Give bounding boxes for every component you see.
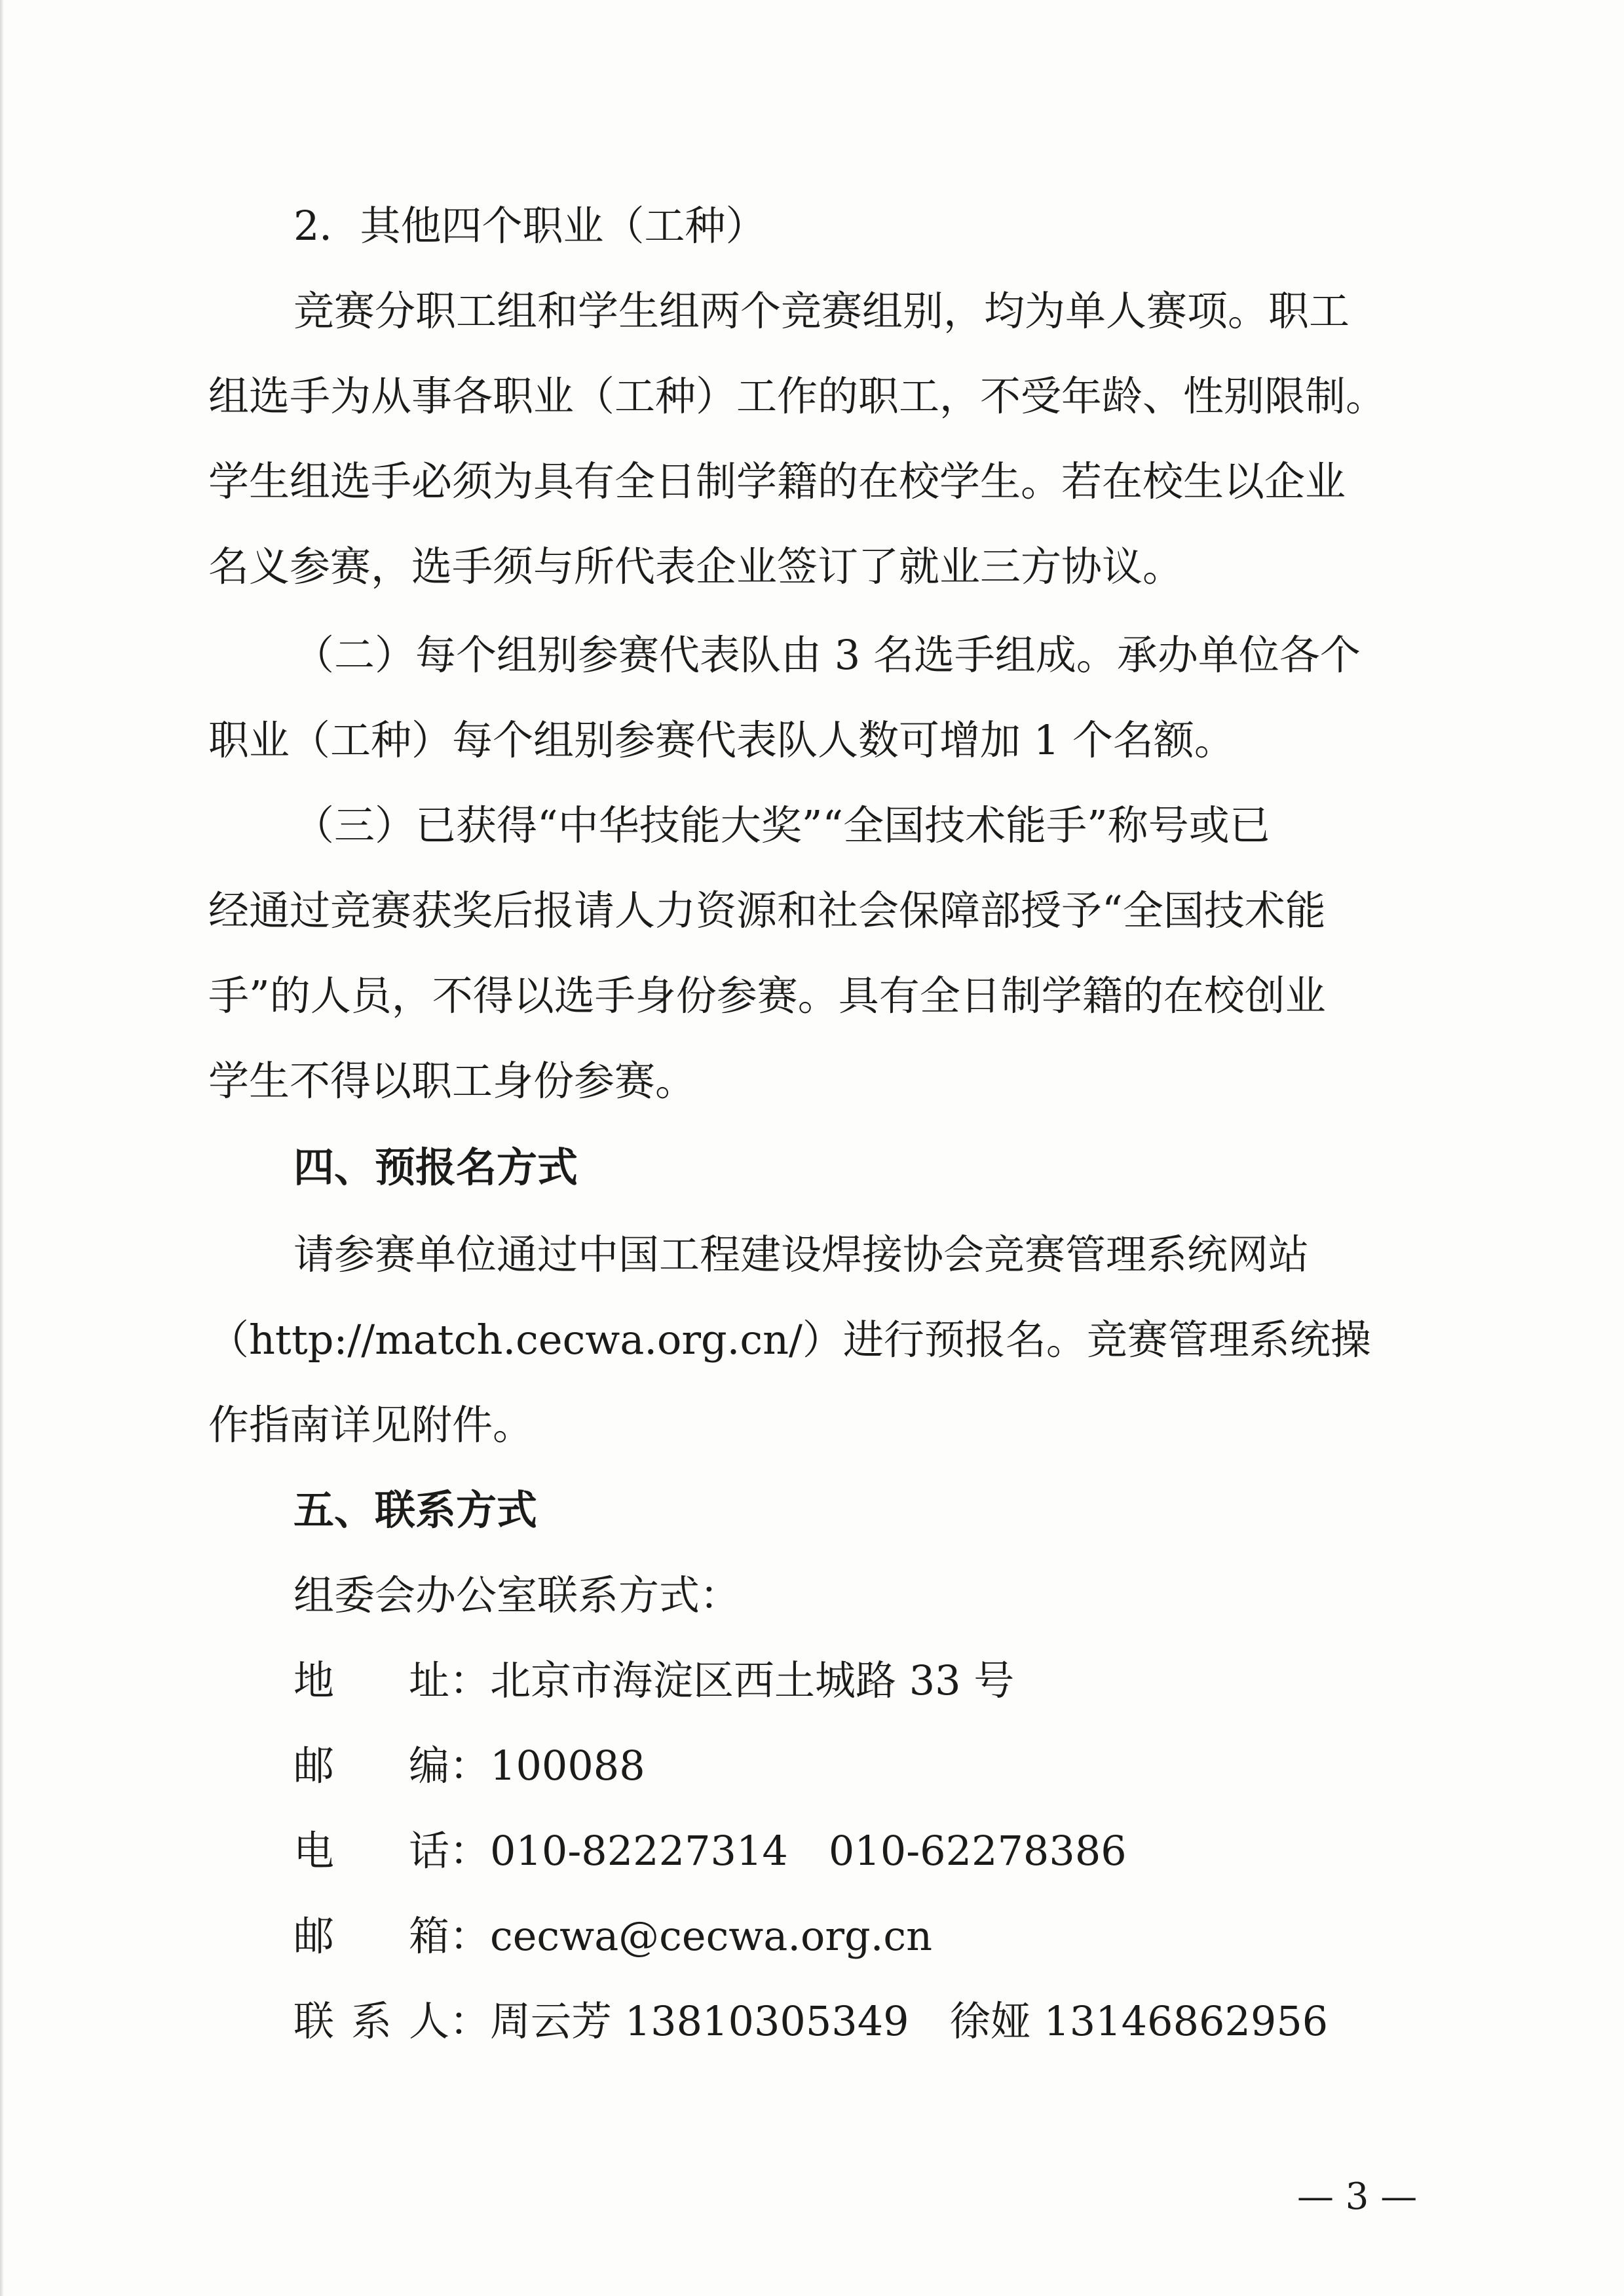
para-4-line-1: 请参赛单位通过中国工程建设焊接协会竞赛管理系统网站 bbox=[293, 1231, 1310, 1278]
contact-label: 联 系 人： bbox=[293, 1997, 490, 2045]
para-2-line-2: 职业（工种）每个组别参赛代表队人数可增加 1 个名额。 bbox=[208, 716, 1235, 764]
scan-edge-shadow bbox=[0, 0, 4, 2296]
contact-value bbox=[490, 1825, 1127, 1877]
para-1-line-1: 竞赛分职工组和学生组两个竞赛组别，均为单人赛项。职工 bbox=[293, 287, 1350, 335]
para-4-line-3: 作指南详见附件。 bbox=[208, 1401, 534, 1449]
para-4-line-2: （http://match.cecwa.org.cn/）进行预报名。竞赛管理系统操 bbox=[208, 1316, 1371, 1364]
contact-intro: 组委会办公室联系方式： bbox=[293, 1571, 741, 1619]
contact-label: 地 址： bbox=[293, 1656, 490, 1704]
contact-value: cecwa@cecwa.org.cn bbox=[490, 1912, 933, 1960]
para-1-line-4: 名义参赛，选手须与所代表企业签订了就业三方协议。 bbox=[208, 543, 1184, 590]
contact-value bbox=[490, 1995, 1328, 2048]
para-2-line-1: （二）每个组别参赛代表队由 3 名选手组成。承办单位各个 bbox=[293, 631, 1361, 679]
contact-label: 邮 箱： bbox=[293, 1912, 490, 1960]
heading-pre-registration: 四、预报名方式 bbox=[293, 1143, 578, 1191]
section-2-heading: 2．其他四个职业（工种） bbox=[293, 202, 766, 250]
para-3-line-4: 学生不得以职工身份参赛。 bbox=[208, 1057, 696, 1105]
contact-label: 电 话： bbox=[293, 1827, 490, 1875]
para-3-line-3: 手”的人员，不得以选手身份参赛。具有全日制学籍的在校创业 bbox=[208, 972, 1326, 1020]
contact-value: 北京市海淀区西土城路 33 号 bbox=[490, 1656, 1015, 1704]
contact-label: 邮 编： bbox=[293, 1742, 490, 1789]
para-1-line-2: 组选手为从事各职业（工种）工作的职工，不受年龄、性别限制。 bbox=[208, 372, 1387, 420]
para-3-line-2: 经通过竞赛获奖后报请人力资源和社会保障部授予“全国技术能 bbox=[208, 887, 1326, 934]
heading-contact: 五、联系方式 bbox=[293, 1486, 538, 1534]
page-number: — 3 — bbox=[1297, 2175, 1418, 2218]
contact-value: 100088 bbox=[490, 1742, 645, 1789]
para-1-line-3: 学生组选手必须为具有全日制学籍的在校学生。若在校生以企业 bbox=[208, 457, 1346, 505]
contact-person-1: 周云芳 13810305349 bbox=[490, 1997, 909, 2045]
phone-1: 010-82227314 bbox=[490, 1827, 788, 1875]
contact-person-2: 徐娅 13146862956 bbox=[949, 1997, 1329, 2045]
phone-2: 010-62278386 bbox=[828, 1827, 1127, 1875]
para-3-line-1: （三）已获得“中华技能大奖”“全国技术能手”称号或已 bbox=[293, 801, 1270, 849]
